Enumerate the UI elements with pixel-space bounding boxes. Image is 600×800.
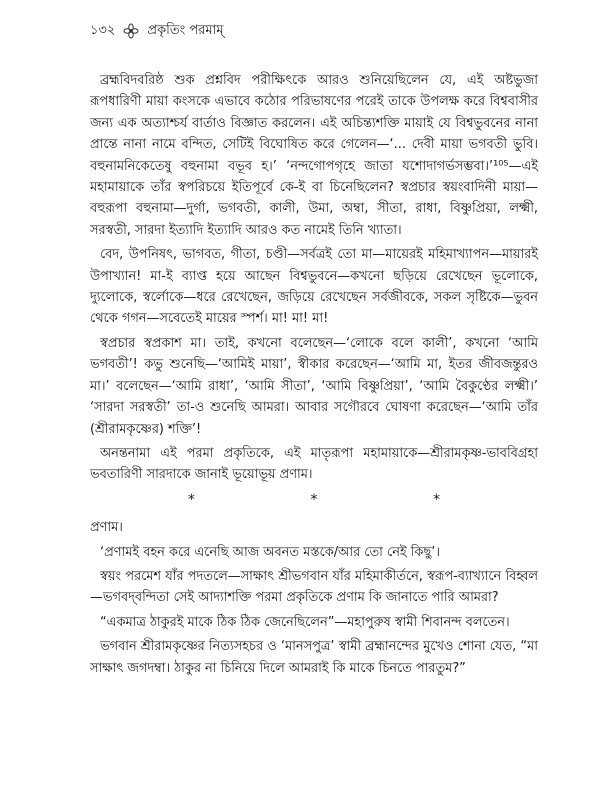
paragraph: প্রণাম। — [90, 520, 123, 536]
paragraph: ব্রহ্মবিদবরিষ্ঠ শুক প্রশ্নবিদ পরীক্ষিৎকে আরও শুনিয়েছিলেন যে, এই অষ্টভুজা রূপধারিণী মায়া কংসকে এভাবে কঠোর পরিভাষণের পরেই তাকে উপলক্ষ করে বিশ্ববাসীর জন্য এক অত্যাশ্চর্য বার্তাও বিজ্ঞাত করলেন। এই অচিন্ত্যশক্তি মায়াই যে বিশ্বভুবনের নানা প্রান্তে নানা নামে বন্দিত, সেটিই বিঘোষিত করে গেলেন—‘... দেবী মায়া ভগবতী ভুবি। বহুনামনিকেতেষু বহুনামা বভূব হ।’ ‘নন্দগোপগৃহে জাতা যশোদাগর্ভসম্ভবা।’¹⁰⁵—এই মহামায়াকে তাঁর স্বপরিচয়ে ইতিপূর্বে কে-ই বা চিনেছিলেন? স্বপ্রচার স্বয়ংবাদিনী মায়া—বহুরূপা বহুনামা—দুর্গা, ভগবতী, কালী, উমা, অম্বা, সীতা, রাধা, বিষ্ণুপ্রিয়া, লক্ষ্মী, সরস্বতী, সারদা ইত্যাদি ইত্যাদি আরও কত নামেই তিনি খ্যাতা। — [90, 73, 538, 238]
page-number: ১৩২ — [90, 22, 116, 38]
section-separator — [90, 490, 538, 511]
separator-asterisk: * — [433, 491, 441, 508]
flower-ornament-icon — [123, 23, 139, 39]
paragraph: ভগবান শ্রীরামকৃষ্ণের নিত্যসহচর ও ‘মানসপুত্র’ স্বামী ব্রহ্মানন্দের মুখেও শোনা যেত, “মা সাক্ষাৎ জগদম্বা। ঠাকুর না চিনিয়ে দিলে আমরাই কি মাকে চিনতে পারতুম?” — [90, 639, 538, 676]
separator-asterisk: * — [187, 491, 195, 508]
running-head-title: প্রকৃতিং পরমাম্ — [147, 22, 224, 38]
paragraph: “একমাত্র ঠাকুরই মাকে ঠিক ঠিক জেনেছিলেন”—মহাপুরুষ স্বামী শিবানন্দ বলতেন। — [100, 614, 510, 630]
separator-asterisk: * — [310, 491, 318, 508]
running-head — [90, 18, 538, 44]
paragraph: স্বপ্রচার স্বপ্রকাশ মা। তাই, কখনো বলেছেন—‘লোকে বলে কালী’, কখনো ‘আমি ভগবতী’! কভু শুনেছি—‘আমিই মায়া’, স্বীকার করেছেন—‘আমি মা, ইতর জীবজন্তুরও মা।’ বলেছেন—‘আমি রাধা’, ‘আমি সীতা’, ‘আমি বিষ্ণুপ্রিয়া’, ‘আমি বৈকুণ্ঠের লক্ষ্মী।’ ‘সারদা সরস্বতী’ তা-ও শুনেছি আমরা। আবার সগৌরবে ঘোষণা করেছেন—‘আমি তাঁর (শ্রীরামকৃষ্ণের) শক্তি’! — [90, 335, 538, 437]
paragraph: ‘প্রণামই বহন করে এনেছি আজ অবনত মস্তকে/আর তো নেই কিছু’। — [100, 544, 440, 560]
body-text — [90, 70, 538, 679]
paragraph: অনন্তনামা এই পরমা প্রকৃতিকে, এই মাতৃরূপা মহামায়াকে—শ্রীরামকৃষ্ণ-ভাববিগ্রহা ভবতারিণী সারদাকে জানাই ভূয়োভূয় প্রণাম। — [90, 445, 538, 483]
paragraph: বেদ, উপনিষৎ, ভাগবত, গীতা, চণ্ডী—সর্বত্রই তো মা—মায়েরই মহিমাখ্যাপন—মায়ারই উপাখ্যান! মা-ই ব্যাপ্ত হয়ে আছেন বিশ্বভুবনে—কখনো ছড়িয়ে রেখেছেন ভূলোকে, দ্যুলোকে, স্বর্লোকে—ধরে রেখেছেন, জড়িয়ে রেখেছেন সর্বজীবকে, সকল সৃষ্টিকে—ভুবন থেকে গগন—সবেতেই মায়ের স্পর্শ। মা! মা! মা! — [90, 247, 538, 327]
paragraph: স্বয়ং পরমেশ যাঁর পদতলে—সাক্ষাৎ শ্রীভগবান যাঁর মহিমাকীর্তনে, স্বরূপ-ব্যাখ্যানে বিহ্বল—ভগবদ্‌বন্দিতা সেই আদ্যাশক্তি পরমা প্রকৃতিকে প্রণাম কি জানাতে পারি আমরা? — [90, 568, 538, 606]
